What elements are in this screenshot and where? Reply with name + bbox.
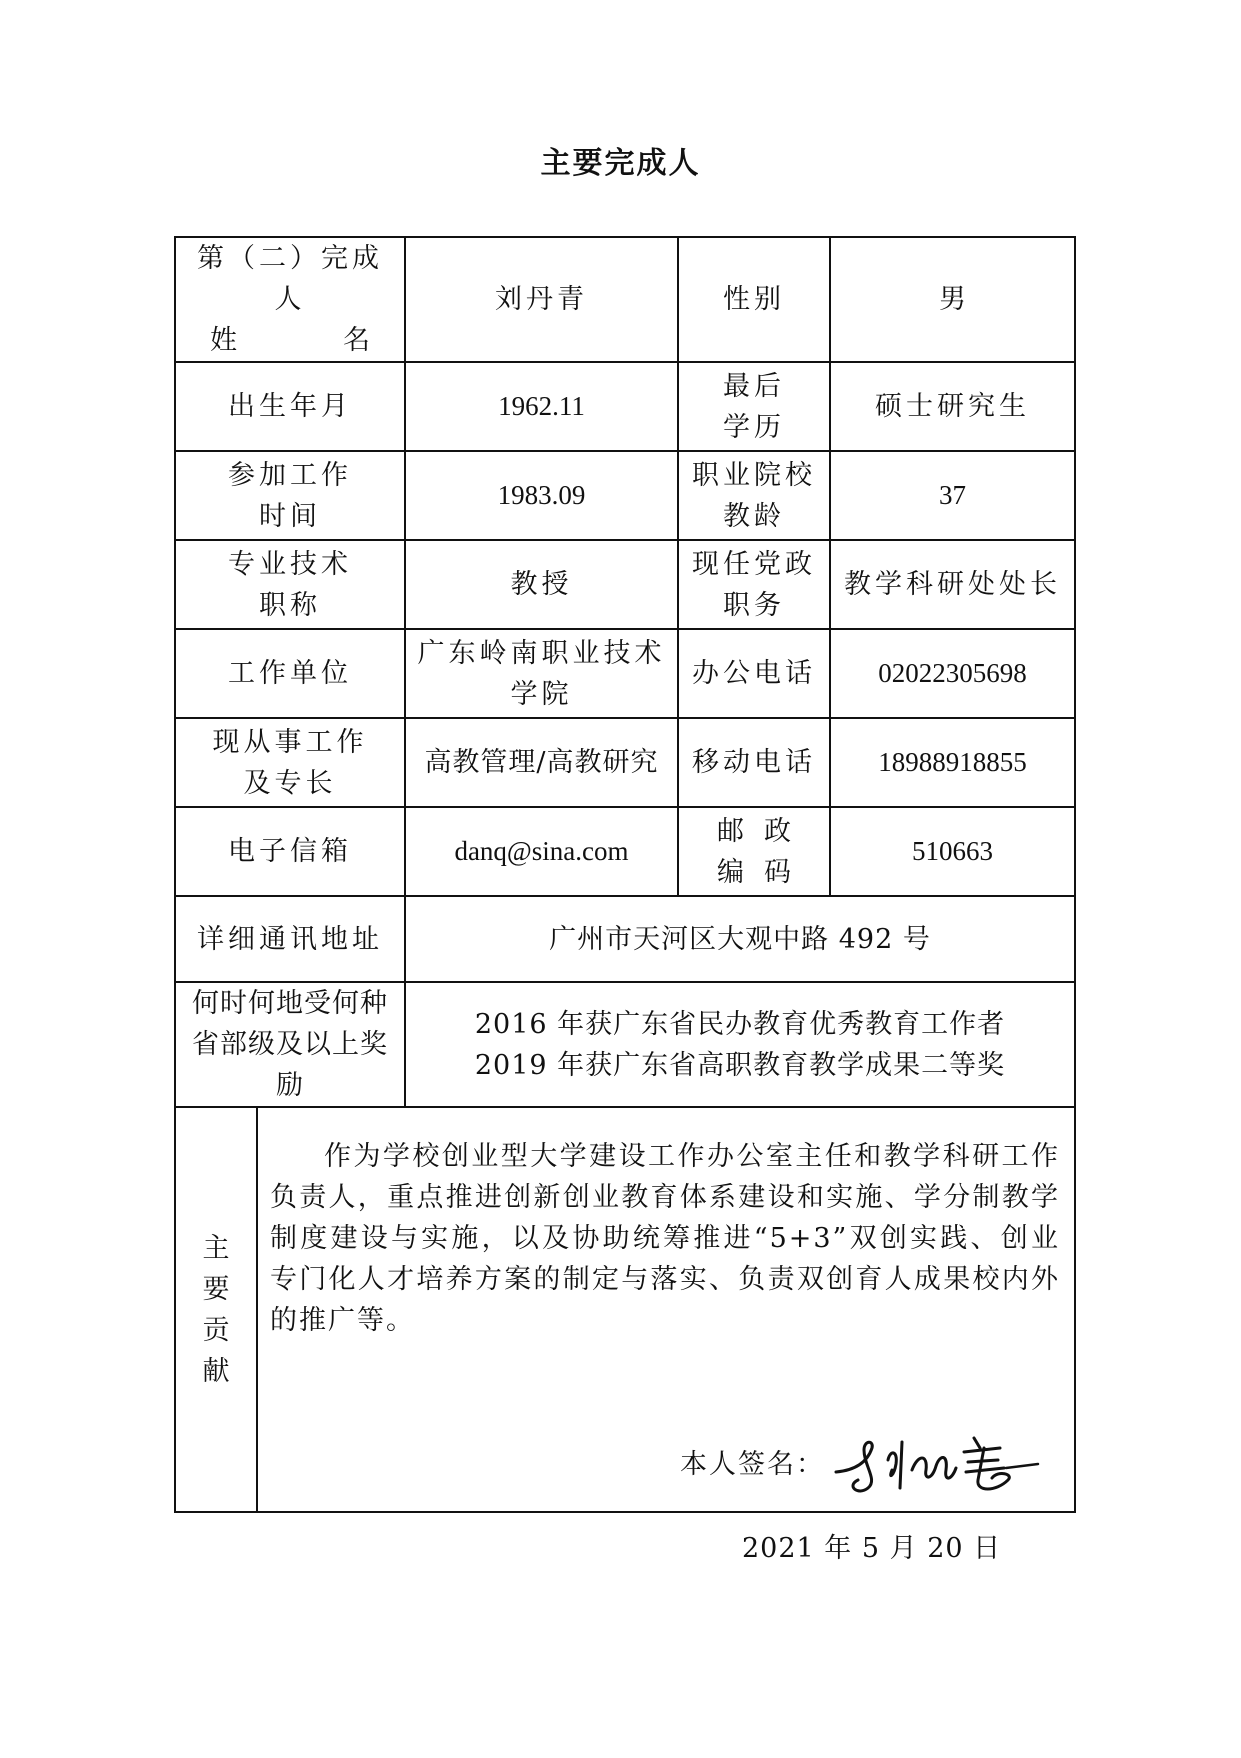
teaching-years-label-line1: 职业院校 — [692, 459, 816, 491]
signature-date: 2021 年 5 月 20 日 — [742, 1533, 1002, 1564]
post-value: 教学科研处处长 — [830, 540, 1075, 629]
work-start-value: 1983.09 — [405, 451, 678, 540]
table-row — [175, 629, 1075, 718]
postcode-label — [678, 807, 830, 896]
table-row — [175, 982, 1075, 1107]
postcode-char-2: 政 — [764, 815, 791, 847]
awards-label-line2: 省部级及以上奖励 — [192, 1029, 388, 1101]
contribution-label-char: 贡 — [202, 1314, 230, 1346]
specialty-label-line1: 现从事工作 — [212, 726, 368, 758]
name-label-char-2: 名 — [343, 325, 370, 356]
employer-value-line2: 学院 — [510, 678, 573, 710]
awards-label — [175, 982, 405, 1107]
table-row — [175, 807, 1075, 896]
award-item: 2019 年获广东省高职教育教学成果二等奖 — [474, 1049, 1006, 1081]
work-start-label-line1: 参加工作 — [228, 459, 352, 491]
completer-info-table — [174, 236, 1076, 1564]
mobile-value: 18988918855 — [830, 718, 1075, 807]
education-label — [678, 362, 830, 451]
professional-title-label — [175, 540, 405, 629]
birth-label: 出生年月 — [175, 362, 405, 451]
name-label-line2 — [182, 320, 398, 361]
table-row — [175, 1107, 1075, 1512]
table-row — [175, 451, 1075, 540]
professional-title-label-line2: 职称 — [259, 589, 321, 621]
gender-label: 性别 — [678, 237, 830, 362]
postcode-label-line1 — [685, 811, 823, 852]
professional-title-value: 教授 — [405, 540, 678, 629]
awards-label-line1: 何时何地受何种 — [192, 988, 388, 1019]
work-start-label — [175, 451, 405, 540]
contribution-text: 作为学校创业型大学建设工作办公室主任和教学科研工作负责人，重点推进创新创业教育体系建设和实施、学分制教学制度建设与实施，以及协助统筹推进“5+3”双创实践、创业专门化人才培养方案的制定与落实、负责双创育人成果校内外的推广等。 — [270, 1141, 1060, 1336]
award-item: 2016 年获广东省民办教育优秀教育工作者 — [474, 1008, 1006, 1040]
address-value: 广州市天河区大观中路 492 号 — [405, 896, 1075, 982]
contribution-label-char: 献 — [202, 1355, 230, 1387]
contribution-label-char: 要 — [202, 1273, 230, 1305]
table-row — [175, 540, 1075, 629]
teaching-years-label — [678, 451, 830, 540]
professional-title-label-line1: 专业技术 — [228, 548, 352, 580]
employer-value-line1: 广东岭南职业技术 — [417, 637, 666, 669]
awards-value — [405, 982, 1075, 1107]
handwritten-signature — [828, 1430, 1048, 1500]
teaching-years-label-line2: 教龄 — [723, 500, 785, 532]
table-row — [175, 896, 1075, 982]
employer-value — [405, 629, 678, 718]
postcode-char-3: 编 — [717, 856, 744, 888]
education-label-line1: 最后 — [723, 370, 785, 402]
email-label: 电子信箱 — [175, 807, 405, 896]
post-label-line2: 职务 — [723, 589, 785, 621]
email-value: danq@sina.com — [405, 807, 678, 896]
education-value: 硕士研究生 — [830, 362, 1075, 451]
office-phone-value: 02022305698 — [830, 629, 1075, 718]
contribution-label — [175, 1107, 257, 1512]
gender-value: 男 — [830, 237, 1075, 362]
postcode-char-1: 邮 — [717, 815, 744, 847]
teaching-years-value: 37 — [830, 451, 1075, 540]
name-label-line1: 第（二）完成人 — [197, 243, 383, 315]
work-start-label-line2: 时间 — [259, 500, 321, 532]
address-label: 详细通讯地址 — [175, 896, 405, 982]
signature-label: 本人签名： — [680, 1449, 825, 1480]
contribution-content — [257, 1107, 1075, 1564]
mobile-label: 移动电话 — [678, 718, 830, 807]
specialty-label-line2: 及专长 — [243, 767, 337, 799]
page-title: 主要完成人 — [540, 146, 701, 181]
table-row — [175, 718, 1075, 807]
table-row — [175, 237, 1075, 362]
name-label-cell — [175, 237, 405, 362]
specialty-label — [175, 718, 405, 807]
contribution-label-char: 主 — [202, 1232, 230, 1264]
education-label-line2: 学历 — [723, 411, 785, 443]
name-value: 刘丹青 — [405, 237, 678, 362]
signature-row — [258, 1430, 1074, 1500]
birth-value: 1962.11 — [405, 362, 678, 451]
table-row — [175, 362, 1075, 451]
postcode-value: 510663 — [830, 807, 1075, 896]
postcode-label-line2 — [685, 852, 823, 893]
post-label — [678, 540, 830, 629]
post-label-line1: 现任党政 — [692, 548, 816, 580]
postcode-char-4: 码 — [764, 856, 791, 888]
specialty-value: 高教管理/高教研究 — [405, 718, 678, 807]
employer-label: 工作单位 — [175, 629, 405, 718]
office-phone-label: 办公电话 — [678, 629, 830, 718]
name-label-char-1: 姓 — [210, 325, 237, 356]
